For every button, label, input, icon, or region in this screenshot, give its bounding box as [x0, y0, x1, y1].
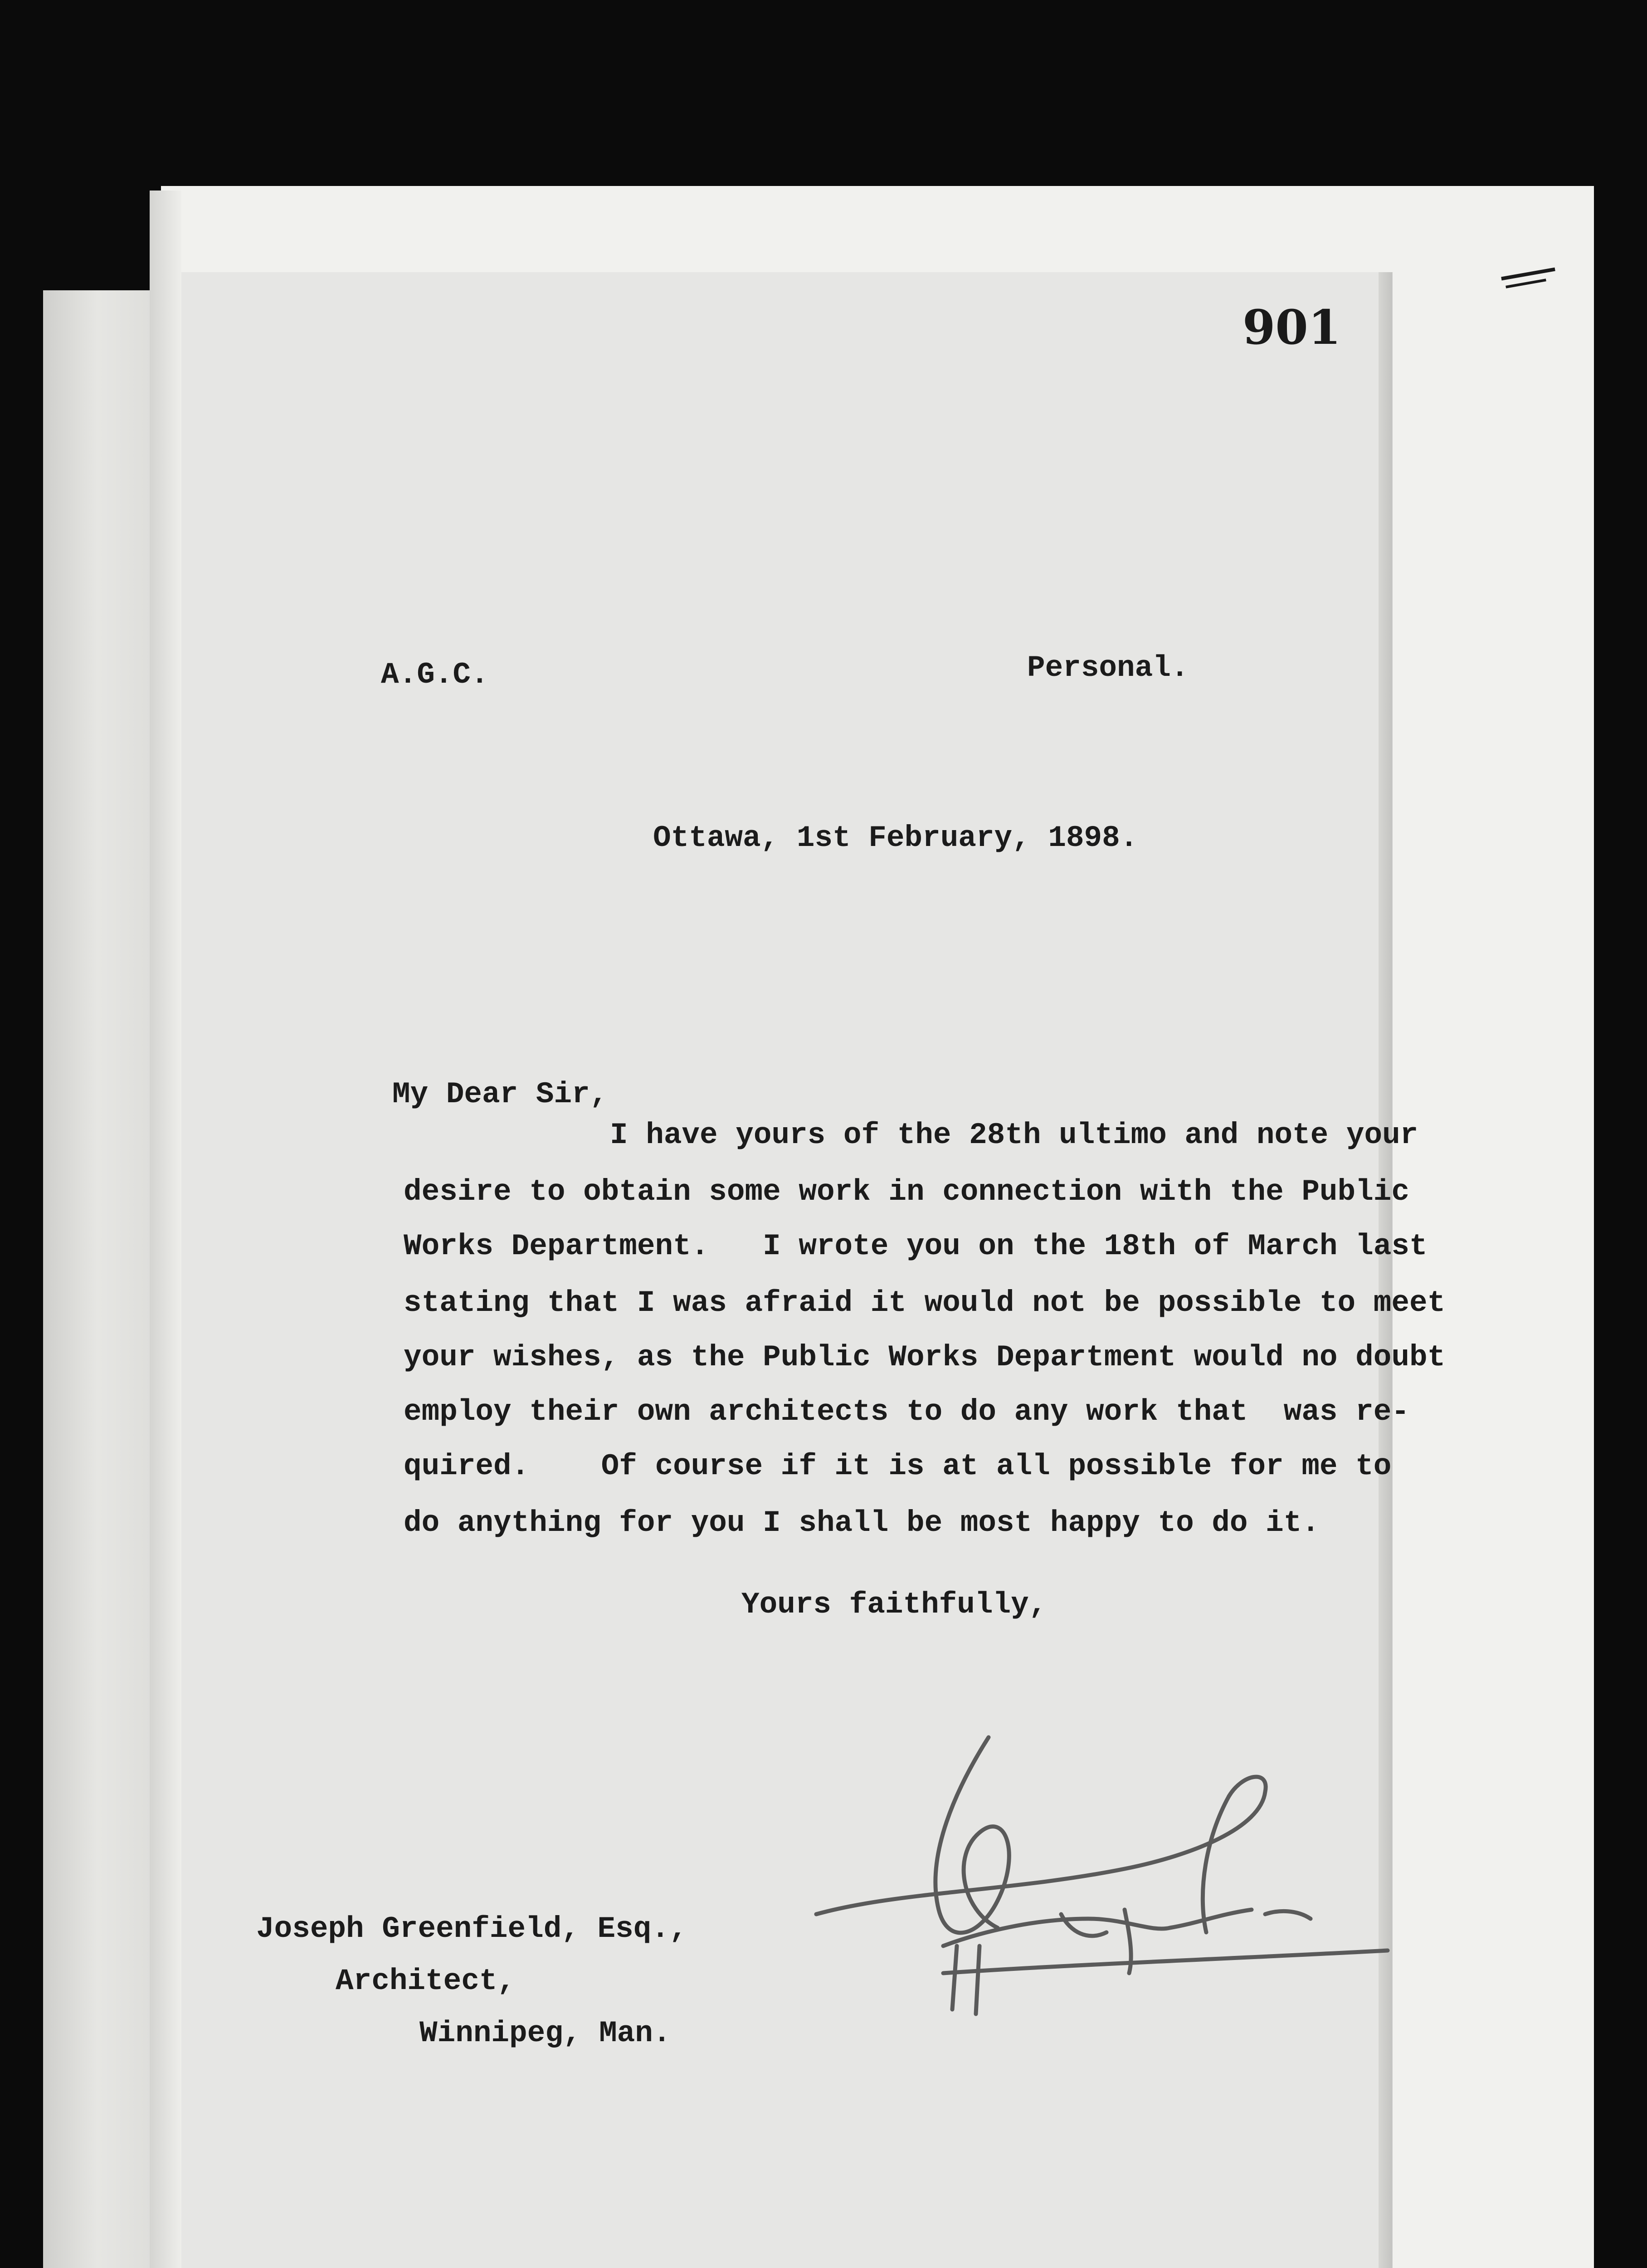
letter-body-line: Works Department. I wrote you on the 18th of March last	[404, 1229, 1428, 1263]
sender-initials: A.G.C.	[381, 658, 489, 692]
letter-body-line: desire to obtain some work in connection with the Public	[404, 1175, 1409, 1209]
letter-body-line: stating that I was afraid it would not be possible to meet	[404, 1286, 1446, 1320]
personal-marking: Personal.	[1027, 651, 1189, 685]
letter-body-line: do anything for you I shall be most happy to do it.	[404, 1506, 1320, 1540]
letter-body-line: quired. Of course if it is at all possible for me to	[404, 1449, 1392, 1483]
letter-body-line: employ their own architects to do any work that was re-	[404, 1395, 1409, 1429]
recipient-name: Joseph Greenfield, Esq.,	[256, 1912, 687, 1946]
handwritten-signature	[807, 1719, 1397, 2037]
recipient-title: Architect,	[336, 1964, 516, 1998]
paper-edge-shadow	[150, 191, 181, 2268]
page-number: 901	[1243, 299, 1341, 355]
recipient-location: Winnipeg, Man.	[419, 2016, 671, 2050]
dateline: Ottawa, 1st February, 1898.	[653, 821, 1138, 855]
salutation: My Dear Sir,	[392, 1077, 608, 1111]
letter-body-line: your wishes, as the Public Works Department would no doubt	[404, 1340, 1446, 1374]
letter-body-line: I have yours of the 28th ultimo and note your	[610, 1118, 1418, 1152]
closing: Yours faithfully,	[741, 1588, 1047, 1622]
